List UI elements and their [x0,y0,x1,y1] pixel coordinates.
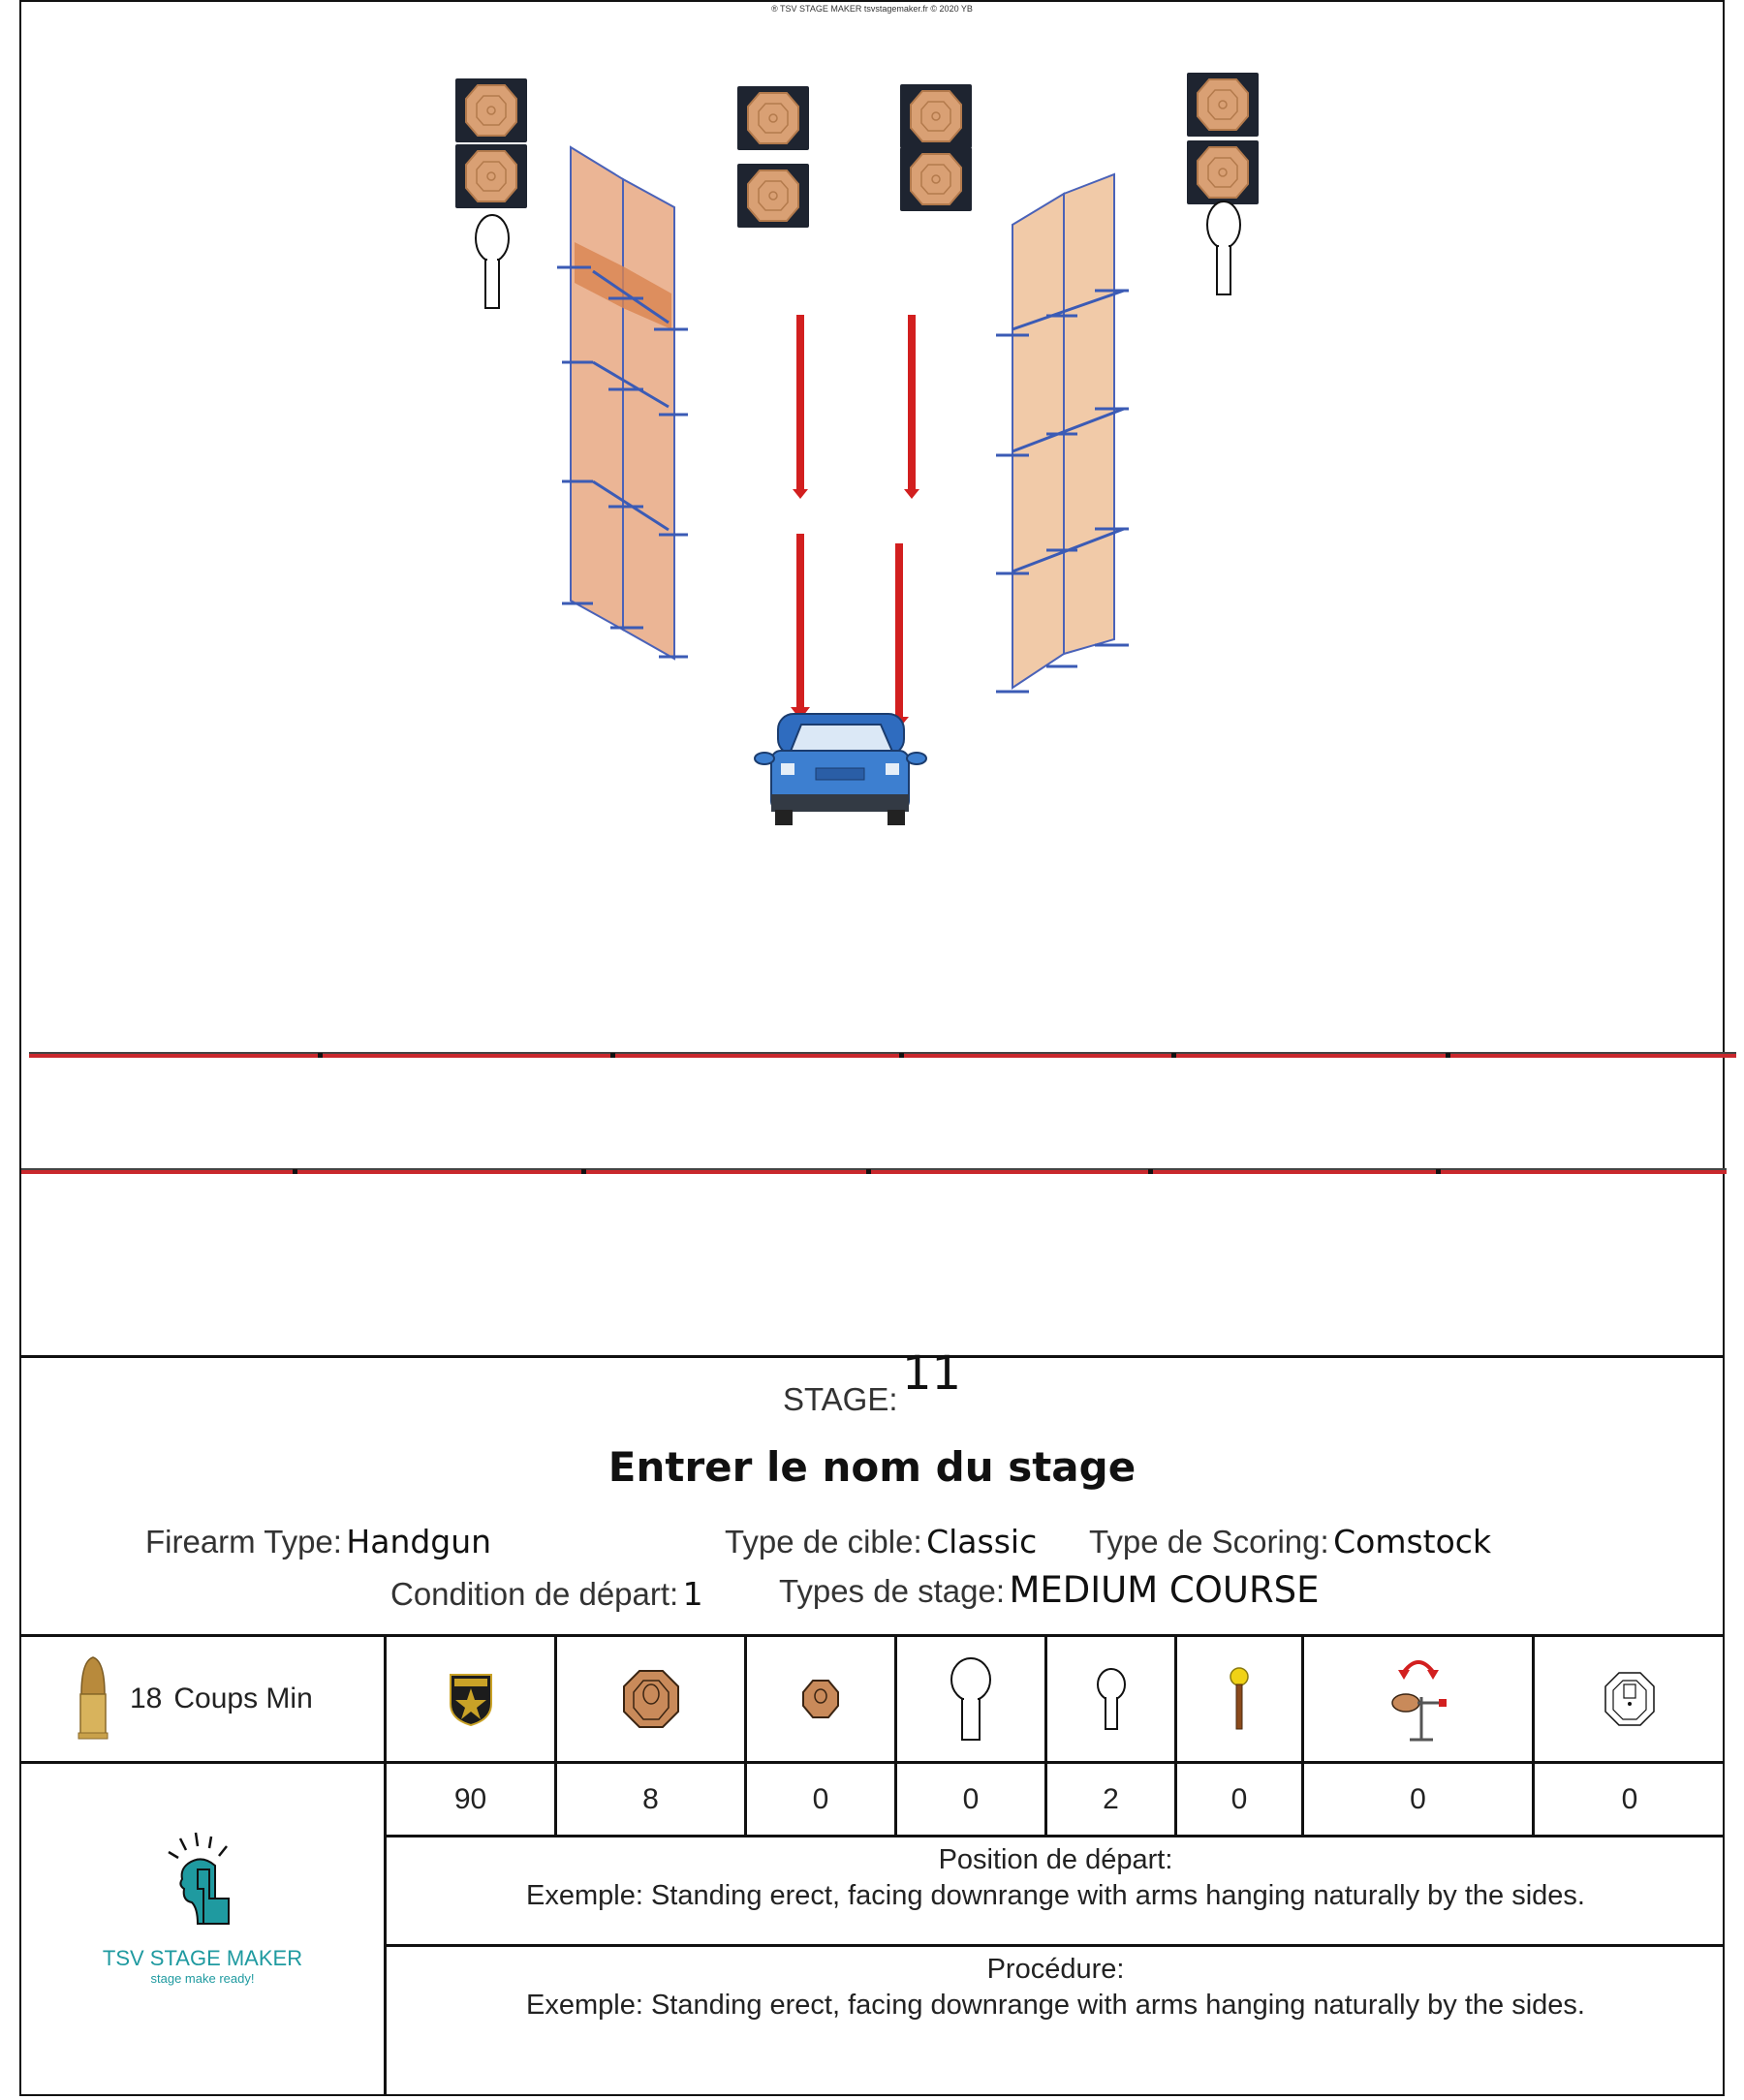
logo-head-gun-icon [159,1831,246,1937]
target-type-cell [1047,1637,1174,1761]
popper-right [1207,201,1240,294]
table-row-divider [386,1944,1725,1947]
firearm-type-field: Firearm Type: Handgun [145,1523,492,1560]
fault-line-upper [29,1052,1736,1058]
start-condition-field: Condition de départ: 1 [390,1575,703,1613]
movement-arrows [791,315,919,728]
count-swinger[interactable]: 0 [1410,1782,1426,1815]
rounds-label: Coups Min [173,1683,313,1714]
count-mini-popper[interactable]: 0 [1230,1782,1248,1815]
target-type-cell [387,1637,554,1761]
small-popper-icon [1095,1667,1128,1731]
swinger-target-icon [1385,1652,1452,1745]
mini-target-icon [801,1679,840,1719]
wall-right [996,174,1129,692]
procedure-title: Procédure: [986,1954,1125,1985]
target-center-left-top [737,86,809,150]
tsv-logo [21,1831,384,1986]
table-top-border [19,1355,1725,1358]
popper-left [476,215,509,308]
target-type-cell [897,1637,1044,1761]
stage-number-row [0,1346,1744,1432]
count-large-popper[interactable]: 0 [962,1782,980,1815]
stage-type-value[interactable]: MEDIUM COURSE [1009,1569,1320,1611]
logo-tagline: stage make ready! [150,1971,255,1986]
car-start-position [755,714,926,825]
scoring-type-value[interactable]: Comstock [1333,1523,1492,1560]
large-popper-icon [949,1656,993,1742]
target-right-bottom [1187,140,1259,204]
target-center-right-top [900,84,972,148]
logo-title: TSV STAGE MAKER [102,1946,303,1970]
target-type-field: Type de cible: Classic [725,1523,1038,1560]
procedure-text[interactable]: Exemple: Standing erect, facing downrange with arms hanging naturally by the sides. [526,1990,1585,2021]
wall-left [557,147,688,659]
firearm-type-value[interactable]: Handgun [346,1523,492,1560]
target-left-bottom [455,144,527,208]
count-small-popper[interactable]: 2 [1103,1782,1119,1815]
mini-popper-icon [1228,1667,1251,1731]
count-classic[interactable]: 8 [642,1782,659,1815]
table-row-divider [386,1835,1725,1838]
target-right-top [1187,73,1259,137]
rounds-count[interactable]: 18 [130,1683,163,1714]
rounds-cell [21,1637,384,1761]
stage-label: STAGE: [782,1381,898,1417]
stage-type-field: Types de stage: MEDIUM COURSE [779,1569,1320,1611]
procedure-section [387,1954,1725,2022]
target-type-value[interactable]: Classic [926,1523,1038,1560]
target-type-cell [1535,1637,1725,1761]
target-left-top [455,78,527,142]
scoring-type-field: Type de Scoring: Comstock [1089,1523,1492,1560]
start-position-title: Position de départ: [938,1844,1173,1875]
stage-number[interactable]: 11 [901,1346,962,1401]
target-type-cell [1177,1637,1301,1761]
target-center-right-bottom [900,147,972,211]
stage-name[interactable]: Entrer le nom du stage [607,1443,1137,1491]
count-badge[interactable]: 90 [453,1782,487,1815]
metric-target-icon [1604,1671,1656,1727]
start-condition-value[interactable]: 1 [682,1575,703,1613]
target-type-cell [557,1637,744,1761]
fault-line-lower [21,1168,1727,1174]
target-type-cell [1304,1637,1532,1761]
classic-target-icon [622,1669,680,1729]
bullet-icon [74,1655,112,1743]
copyright-notice: ® TSV STAGE MAKER tsvstagemaker.fr © 2020 YB [771,4,973,14]
target-type-cell [747,1637,894,1761]
badge-icon [447,1671,495,1727]
count-mini-target[interactable]: 0 [812,1782,829,1815]
count-metric[interactable]: 0 [1621,1782,1638,1815]
start-position-section [387,1844,1725,1912]
start-position-text[interactable]: Exemple: Standing erect, facing downrange with arms hanging naturally by the sides. [526,1880,1585,1911]
target-center-left-bottom [737,164,809,228]
